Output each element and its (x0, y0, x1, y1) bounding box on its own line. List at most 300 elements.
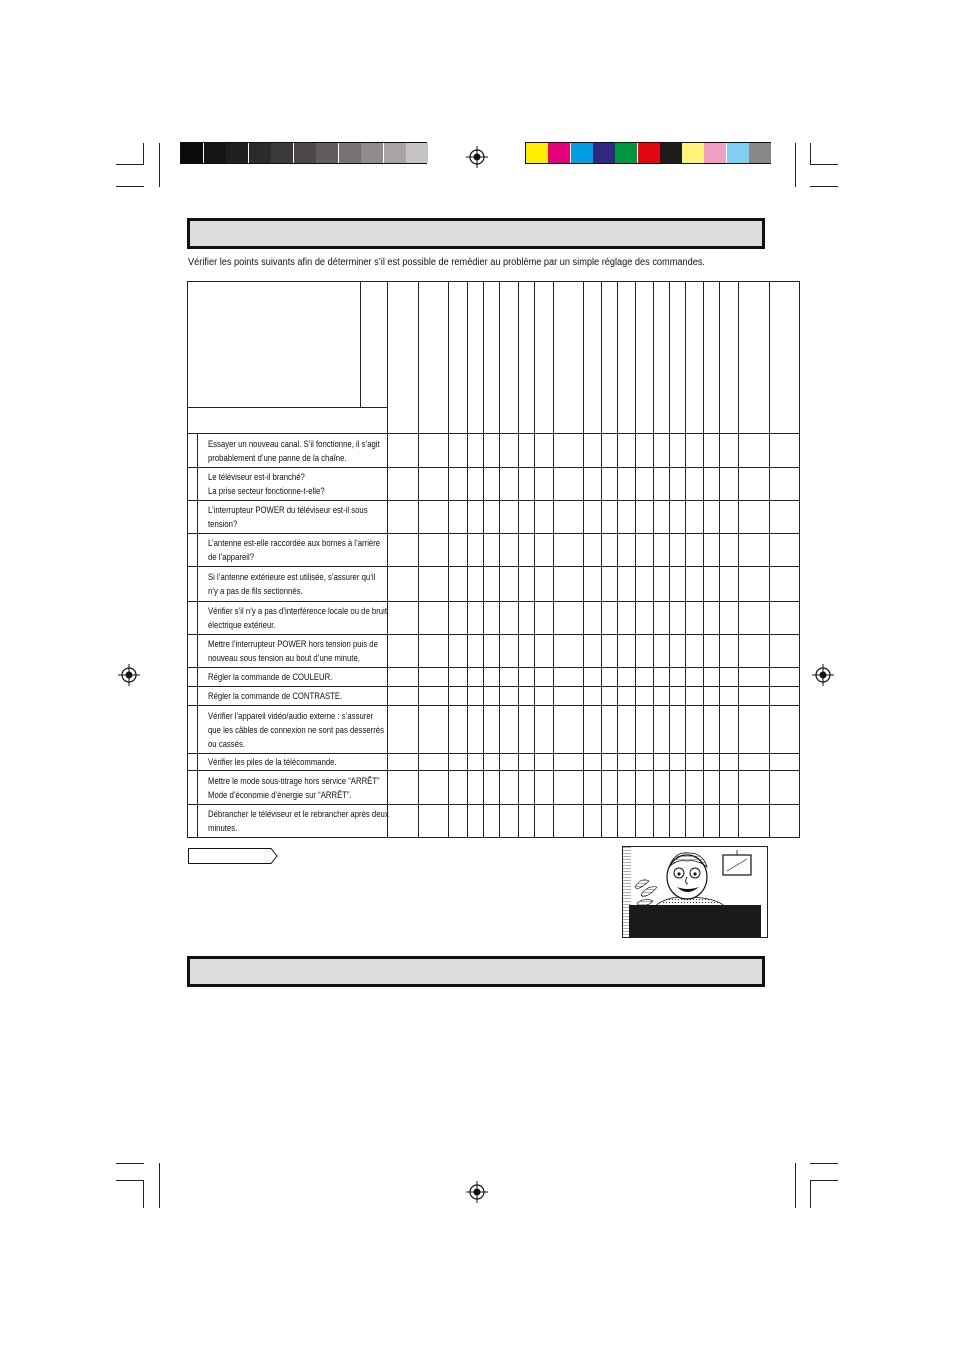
check-cell (670, 468, 686, 501)
check-cell (484, 771, 500, 805)
check-cell (602, 434, 618, 468)
check-cell (519, 668, 535, 687)
check-cell (686, 635, 704, 668)
check-cell (468, 771, 484, 805)
check-cell (584, 602, 602, 635)
remedy-text-cell (198, 567, 388, 602)
check-cell (636, 534, 654, 567)
remedy-line: Mettre le mode sous-titrage hors service “ARRÊT” (208, 775, 380, 786)
check-cell (584, 805, 602, 838)
check-cell (686, 754, 704, 771)
registration-mark-icon (118, 664, 140, 686)
symptom-header-cell (535, 282, 554, 434)
row-spacer-cell (188, 706, 198, 754)
check-cell (636, 501, 654, 534)
check-cell (519, 602, 535, 635)
remedy-row (188, 468, 800, 501)
check-cell (704, 567, 720, 602)
row-spacer-cell (188, 434, 198, 468)
remedy-row (188, 534, 800, 567)
check-cell (670, 602, 686, 635)
check-cell (686, 468, 704, 501)
check-cell (584, 668, 602, 687)
remedy-text-cell (198, 635, 388, 668)
check-cell (449, 805, 468, 838)
remedy-row (188, 602, 800, 635)
crop-mark (116, 1163, 144, 1164)
check-cell (618, 602, 636, 635)
color-swatch (660, 143, 682, 163)
check-cell (519, 706, 535, 754)
check-cell (535, 805, 554, 838)
check-cell (500, 501, 519, 534)
check-cell (484, 706, 500, 754)
check-cell (720, 434, 739, 468)
color-swatch (727, 143, 749, 163)
remedy-line: Mode d’économie d’énergie sur “ARRÊT”. (208, 789, 352, 800)
check-cell (500, 468, 519, 501)
check-cell (468, 567, 484, 602)
check-cell (739, 668, 770, 687)
check-cell (602, 687, 618, 706)
check-cell (654, 754, 670, 771)
check-cell (704, 687, 720, 706)
remedy-row (188, 687, 800, 706)
check-cell (468, 501, 484, 534)
check-cell (636, 434, 654, 468)
gray-swatch (361, 143, 383, 163)
crop-mark (143, 143, 144, 165)
check-cell (484, 635, 500, 668)
check-cell (720, 805, 739, 838)
intro-text: Vérifier les points suivants afin de déterminer s’il est possible de remédier au problème par un simple réglage des commandes. (188, 257, 705, 268)
color-swatch (593, 143, 615, 163)
color-swatch (704, 143, 726, 163)
row-spacer-cell (188, 754, 198, 771)
gray-swatch (249, 143, 271, 163)
check-cell (584, 501, 602, 534)
check-cell (484, 468, 500, 501)
registration-mark-icon (812, 664, 834, 686)
symptom-header-cell (419, 282, 449, 434)
check-cell (720, 687, 739, 706)
symptom-header-cell (449, 282, 468, 434)
check-cell (500, 434, 519, 468)
check-cell (686, 434, 704, 468)
check-cell (535, 771, 554, 805)
symptom-header-cell (468, 282, 484, 434)
check-cell (519, 687, 535, 706)
symptom-header-cell (500, 282, 519, 434)
check-cell (449, 468, 468, 501)
check-cell (419, 771, 449, 805)
check-cell (739, 434, 770, 468)
gray-swatch (181, 143, 203, 163)
check-cell (419, 567, 449, 602)
check-cell (535, 668, 554, 687)
check-cell (419, 501, 449, 534)
man-illustration-icon (623, 847, 768, 938)
registration-mark-icon (466, 146, 488, 168)
check-cell (584, 771, 602, 805)
row-spacer-cell (188, 805, 198, 838)
check-cell (686, 567, 704, 602)
check-cell (500, 635, 519, 668)
remedy-row (188, 567, 800, 602)
crop-mark (810, 186, 838, 187)
check-cell (636, 754, 654, 771)
check-cell (636, 635, 654, 668)
row-spacer-cell (188, 534, 198, 567)
check-cell (419, 635, 449, 668)
symptom-header-cell (704, 282, 720, 434)
check-cell (670, 771, 686, 805)
gray-swatch (316, 143, 338, 163)
check-cell (739, 468, 770, 501)
check-cell (535, 635, 554, 668)
check-cell (704, 771, 720, 805)
row-spacer-cell (188, 771, 198, 805)
check-cell (618, 635, 636, 668)
remedy-line: L’antenne est-elle raccordée aux bornes à l’arrière (208, 538, 381, 548)
color-swatch (682, 143, 704, 163)
symptom-header-cell (720, 282, 739, 434)
check-cell (670, 501, 686, 534)
check-cell (419, 706, 449, 754)
check-cell (554, 468, 584, 501)
remedy-text-cell (198, 468, 388, 501)
check-cell (686, 687, 704, 706)
check-cell (484, 754, 500, 771)
check-cell (602, 468, 618, 501)
check-cell (739, 635, 770, 668)
remedy-text-cell (198, 501, 388, 534)
check-cell (686, 534, 704, 567)
remedy-line: Essayer un nouveau canal. S’il fonctionne, il s’agit (208, 438, 380, 449)
check-cell (449, 602, 468, 635)
check-cell (535, 434, 554, 468)
row-spacer-cell (188, 567, 198, 602)
check-cell (739, 706, 770, 754)
check-cell (770, 468, 800, 501)
check-cell (468, 468, 484, 501)
check-cell (739, 534, 770, 567)
symptom-header-cell (484, 282, 500, 434)
check-cell (670, 687, 686, 706)
crop-mark (810, 1163, 838, 1164)
check-cell (618, 805, 636, 838)
check-cell (500, 668, 519, 687)
symptom-header-cell (388, 282, 419, 434)
symptom-header-cell (618, 282, 636, 434)
check-cell (654, 635, 670, 668)
check-cell (654, 534, 670, 567)
check-cell (720, 567, 739, 602)
check-cell (618, 687, 636, 706)
remedy-text-cell (198, 668, 388, 687)
check-cell (419, 534, 449, 567)
header-label-cell (188, 282, 361, 408)
check-cell (704, 754, 720, 771)
crop-mark (116, 186, 144, 187)
color-swatch (615, 143, 637, 163)
check-cell (704, 706, 720, 754)
check-cell (704, 602, 720, 635)
check-cell (686, 668, 704, 687)
check-cell (636, 771, 654, 805)
symptom-header-cell (519, 282, 535, 434)
check-cell (519, 805, 535, 838)
crop-mark (795, 1163, 796, 1208)
check-cell (739, 567, 770, 602)
section-title-banner (187, 218, 765, 249)
remedy-text-cell (198, 754, 388, 771)
check-cell (484, 501, 500, 534)
check-cell (584, 687, 602, 706)
remedy-text-cell (198, 687, 388, 706)
check-cell (704, 501, 720, 534)
crop-mark (810, 143, 811, 165)
check-cell (468, 754, 484, 771)
check-cell (670, 706, 686, 754)
check-cell (500, 602, 519, 635)
check-cell (704, 805, 720, 838)
check-cell (720, 754, 739, 771)
check-cell (519, 567, 535, 602)
check-cell (554, 771, 584, 805)
check-cell (484, 434, 500, 468)
check-cell (720, 602, 739, 635)
check-cell (670, 534, 686, 567)
check-cell (770, 805, 800, 838)
check-cell (654, 771, 670, 805)
remedy-line: Débrancher le téléviseur et le rebrancher après deux (208, 809, 389, 819)
check-cell (468, 434, 484, 468)
check-cell (618, 706, 636, 754)
check-cell (468, 602, 484, 635)
check-cell (770, 668, 800, 687)
check-cell (670, 434, 686, 468)
check-cell (704, 468, 720, 501)
header-sub-cell (188, 408, 388, 434)
check-cell (770, 754, 800, 771)
check-cell (584, 635, 602, 668)
symptom-header-cell (770, 282, 800, 434)
remedy-line: Vérifier s’il n’y a pas d’interférence locale ou de bruit (208, 606, 387, 616)
remedy-line: Vérifier l’appareil vidéo/audio externe : s’assurer (208, 710, 374, 721)
check-cell (618, 501, 636, 534)
header-divider-cell (361, 282, 388, 408)
check-cell (419, 468, 449, 501)
check-cell (739, 754, 770, 771)
remedy-line: Mettre l’interrupteur POWER hors tension puis de (208, 639, 378, 649)
check-cell (686, 501, 704, 534)
remedy-text-cell (198, 771, 388, 805)
illustration-man-tv (622, 846, 768, 938)
remedy-line: tension? (208, 519, 238, 529)
check-cell (720, 635, 739, 668)
remedy-line: électrique extérieur. (208, 620, 276, 630)
remedy-row (188, 754, 800, 771)
check-cell (636, 706, 654, 754)
symptom-header-cell (686, 282, 704, 434)
check-cell (535, 687, 554, 706)
check-cell (554, 602, 584, 635)
check-cell (654, 434, 670, 468)
check-cell (770, 501, 800, 534)
remedy-line: que les câbles de connexion ne sont pas desserrés (208, 724, 384, 735)
gray-swatch (429, 143, 451, 163)
color-swatch (638, 143, 660, 163)
color-swatch (571, 143, 593, 163)
remedy-text-cell (198, 602, 388, 635)
check-cell (602, 771, 618, 805)
remedy-line: Le téléviseur est-il branché? (208, 472, 305, 482)
row-spacer-cell (188, 602, 198, 635)
check-cell (770, 706, 800, 754)
gray-swatch (226, 143, 248, 163)
check-cell (584, 468, 602, 501)
symptom-header-cell (554, 282, 584, 434)
check-cell (449, 567, 468, 602)
symptom-header-cell (654, 282, 670, 434)
symptom-header-cell (602, 282, 618, 434)
check-cell (720, 771, 739, 805)
check-cell (468, 635, 484, 668)
crop-mark (143, 1180, 144, 1208)
troubleshooting-table (187, 281, 800, 838)
symptom-header-cell (739, 282, 770, 434)
check-cell (720, 534, 739, 567)
check-cell (602, 668, 618, 687)
check-cell (535, 534, 554, 567)
check-cell (500, 805, 519, 838)
check-cell (449, 771, 468, 805)
check-cell (449, 754, 468, 771)
crop-mark (810, 164, 838, 165)
remedy-row (188, 706, 800, 754)
check-cell (500, 754, 519, 771)
color-swatch (548, 143, 570, 163)
remedy-line: Régler la commande de CONTRASTE. (208, 691, 343, 701)
color-swatch (749, 143, 771, 163)
color-swatch (526, 143, 548, 163)
check-cell (554, 534, 584, 567)
check-cell (519, 635, 535, 668)
crop-mark (116, 164, 144, 165)
check-cell (618, 668, 636, 687)
remedy-row (188, 501, 800, 534)
crop-mark (116, 1180, 144, 1181)
remedy-line: Vérifier les piles de la télécommande. (208, 757, 337, 767)
crop-mark (810, 1180, 838, 1181)
check-cell (704, 434, 720, 468)
check-cell (704, 534, 720, 567)
check-cell (770, 534, 800, 567)
row-spacer-cell (188, 501, 198, 534)
check-cell (770, 687, 800, 706)
check-cell (519, 468, 535, 501)
check-cell (449, 434, 468, 468)
gray-swatch (339, 143, 361, 163)
check-cell (535, 501, 554, 534)
check-cell (584, 567, 602, 602)
check-cell (519, 434, 535, 468)
check-cell (670, 754, 686, 771)
gray-swatch (204, 143, 226, 163)
check-cell (519, 771, 535, 805)
check-cell (654, 567, 670, 602)
check-cell (468, 687, 484, 706)
check-cell (449, 668, 468, 687)
check-cell (636, 567, 654, 602)
symptom-header-cell (636, 282, 654, 434)
gray-swatch (384, 143, 406, 163)
check-cell (484, 567, 500, 602)
check-cell (484, 602, 500, 635)
note-arrow-tag (188, 848, 278, 864)
check-cell (535, 706, 554, 754)
check-cell (739, 805, 770, 838)
remedy-text-cell (198, 805, 388, 838)
check-cell (770, 434, 800, 468)
check-cell (419, 687, 449, 706)
remedy-row (188, 635, 800, 668)
check-cell (686, 771, 704, 805)
remedy-text-cell (198, 534, 388, 567)
remedy-line: La prise secteur fonctionne-t-elle? (208, 486, 325, 496)
remedy-line: L’interrupteur POWER du téléviseur est-il sous (208, 505, 368, 515)
check-cell (484, 687, 500, 706)
check-cell (419, 434, 449, 468)
check-cell (602, 635, 618, 668)
check-cell (419, 805, 449, 838)
check-cell (554, 567, 584, 602)
check-cell (739, 602, 770, 635)
row-spacer-cell (188, 468, 198, 501)
check-cell (500, 534, 519, 567)
check-cell (419, 668, 449, 687)
row-spacer-cell (188, 687, 198, 706)
remedy-line: probablement d’une panne de la chaîne. (208, 452, 347, 463)
remedy-line: ou cassés. (208, 738, 246, 749)
remedy-text-cell (198, 434, 388, 468)
check-cell (484, 534, 500, 567)
check-cell (739, 687, 770, 706)
check-cell (449, 635, 468, 668)
check-cell (554, 754, 584, 771)
check-cell (739, 501, 770, 534)
remedy-line: Si l’antenne extérieure est utilisée, s’assurer qu’il (208, 572, 376, 582)
check-cell (770, 771, 800, 805)
check-cell (468, 534, 484, 567)
row-spacer-cell (188, 668, 198, 687)
check-cell (535, 567, 554, 602)
check-cell (618, 567, 636, 602)
section-title-banner-bottom (187, 956, 765, 987)
check-cell (670, 567, 686, 602)
check-cell (686, 602, 704, 635)
check-cell (654, 706, 670, 754)
check-cell (584, 706, 602, 754)
remedy-row (188, 668, 800, 687)
symptom-header-cell (670, 282, 686, 434)
check-cell (654, 602, 670, 635)
check-cell (602, 567, 618, 602)
crop-mark (159, 1163, 160, 1208)
check-cell (670, 805, 686, 838)
check-cell (519, 501, 535, 534)
